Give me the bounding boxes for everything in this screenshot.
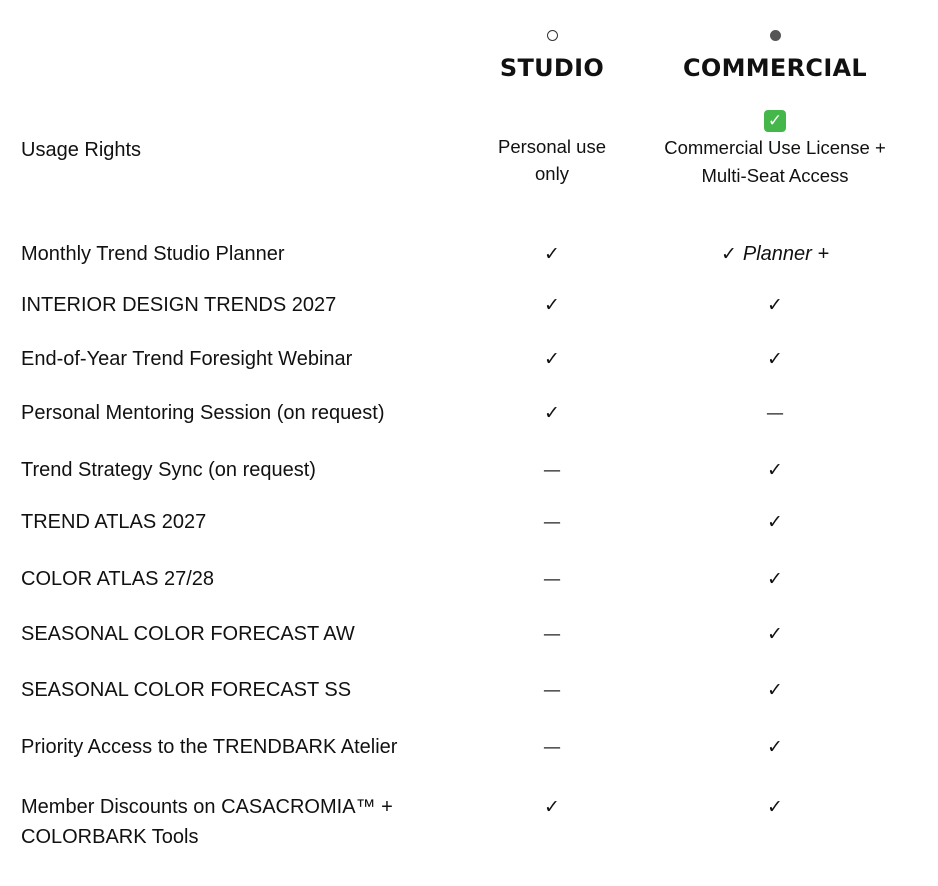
- checkmark-icon: ✓: [767, 511, 783, 533]
- usage-rights-label: Usage Rights: [21, 139, 142, 161]
- feature-label: INTERIOR DESIGN TRENDS 2027: [21, 294, 337, 316]
- plan-studio-radio[interactable]: [547, 30, 558, 41]
- feature-commercial-note: Planner +: [742, 243, 830, 265]
- checkmark-icon: ✓: [544, 402, 560, 424]
- feature-commercial-cell: [655, 455, 895, 485]
- feature-commercial-cell: [655, 344, 895, 374]
- dash-icon: —: [543, 624, 561, 645]
- feature-studio-cell: [471, 675, 633, 706]
- plan-commercial-radio[interactable]: [770, 30, 781, 41]
- checkmark-icon: ✓: [767, 623, 783, 645]
- feature-studio-cell: [471, 398, 633, 428]
- usage-studio-line: only: [535, 163, 569, 184]
- feature-label: SEASONAL COLOR FORECAST SS: [21, 679, 352, 701]
- checkmark-icon: ✓: [720, 243, 737, 265]
- checkmark-icon: ✓: [544, 348, 560, 370]
- plan-commercial-header[interactable]: [655, 28, 895, 82]
- plan-commercial-name: COMMERCIAL: [682, 54, 868, 82]
- feature-commercial-cell: [655, 675, 895, 705]
- dash-icon: —: [543, 512, 561, 533]
- feature-studio-cell: [471, 564, 633, 595]
- checkmark-icon: ✓: [767, 679, 783, 701]
- feature-commercial-cell: [655, 398, 895, 429]
- checkmark-icon: ✓: [767, 568, 783, 590]
- feature-label: Trend Strategy Sync (on request): [21, 459, 316, 481]
- plan-studio-header[interactable]: [471, 28, 633, 82]
- feature-label: Personal Mentoring Session (on request): [21, 402, 385, 424]
- dash-icon: —: [543, 569, 561, 590]
- usage-commercial-value: [647, 106, 903, 190]
- feature-studio-cell: [471, 507, 633, 538]
- feature-label: Priority Access to the TRENDBARK Atelier: [21, 736, 398, 758]
- feature-studio-cell: [471, 344, 633, 374]
- feature-label: Monthly Trend Studio Planner: [21, 243, 285, 265]
- checkmark-icon: ✓: [767, 348, 783, 370]
- feature-commercial-cell: [655, 792, 895, 822]
- checkmark-icon: ✓: [544, 796, 560, 818]
- feature-studio-cell: [471, 792, 633, 822]
- feature-label: Member Discounts on CASACROMIA™ + COLORBARK Tools: [21, 796, 393, 848]
- checkmark-icon: ✓: [544, 294, 560, 316]
- feature-label: TREND ATLAS 2027: [21, 511, 207, 533]
- checkmark-icon: ✓: [767, 736, 783, 758]
- white-check-mark-icon: ✓: [764, 110, 786, 132]
- checkmark-icon: ✓: [767, 294, 783, 316]
- feature-studio-cell: [471, 455, 633, 486]
- feature-studio-cell: [471, 732, 633, 763]
- feature-commercial-cell: [655, 290, 895, 320]
- feature-studio-cell: [471, 290, 633, 320]
- feature-commercial-cell: [655, 619, 895, 649]
- usage-studio-value: [471, 133, 633, 187]
- usage-commercial-line: Multi-Seat Access: [701, 165, 849, 186]
- feature-commercial-cell: [655, 239, 895, 269]
- feature-label: End-of-Year Trend Foresight Webinar: [21, 348, 353, 370]
- feature-studio-cell: [471, 239, 633, 269]
- usage-studio-line: Personal use: [498, 136, 606, 157]
- dash-icon: —: [543, 680, 561, 701]
- feature-studio-cell: [471, 619, 633, 650]
- usage-commercial-line: Commercial Use License +: [664, 137, 886, 158]
- feature-commercial-cell: [655, 732, 895, 762]
- plan-studio-name: STUDIO: [499, 54, 605, 82]
- checkmark-icon: ✓: [767, 459, 783, 481]
- dash-icon: —: [543, 460, 561, 481]
- feature-commercial-cell: [655, 564, 895, 594]
- dash-icon: —: [543, 737, 561, 758]
- feature-label: COLOR ATLAS 27/28: [21, 568, 215, 590]
- dash-icon: —: [766, 403, 784, 424]
- checkmark-icon: ✓: [767, 796, 783, 818]
- feature-label: SEASONAL COLOR FORECAST AW: [21, 623, 355, 645]
- checkmark-icon: ✓: [544, 243, 560, 265]
- feature-commercial-cell: [655, 507, 895, 537]
